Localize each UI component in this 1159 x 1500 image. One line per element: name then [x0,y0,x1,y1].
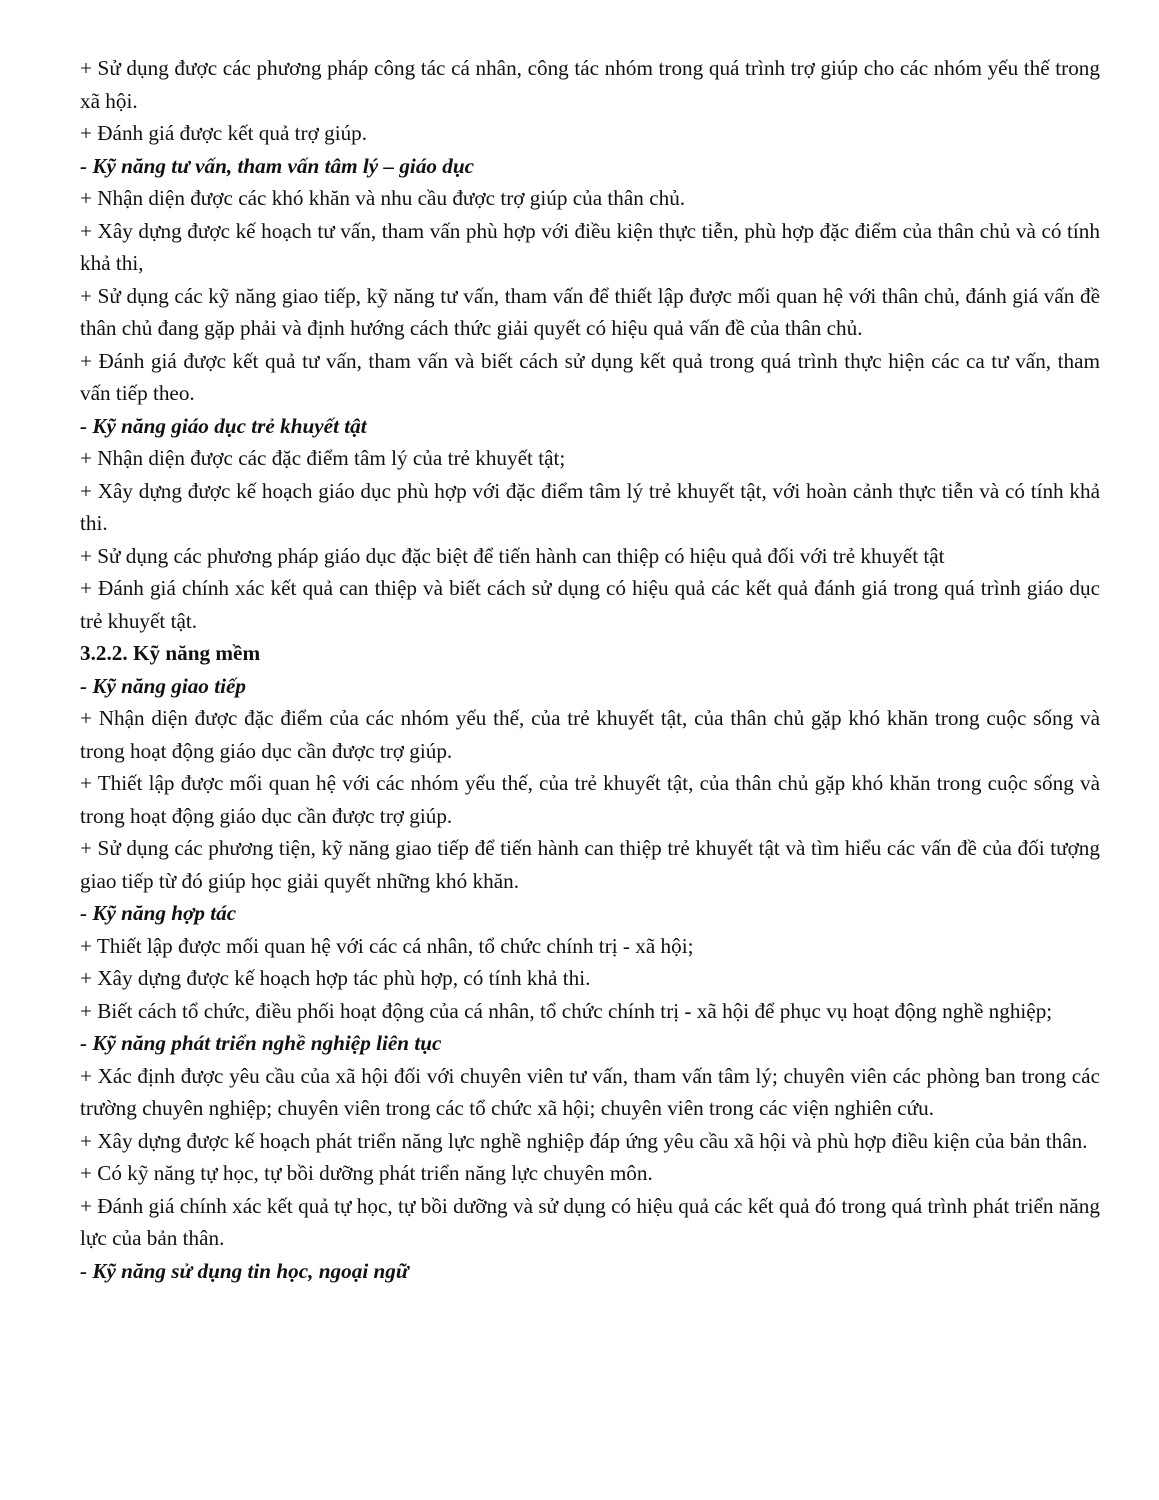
list-item: + Thiết lập được mối quan hệ với các cá nhân, tổ chức chính trị - xã hội; [80,933,694,958]
list-item: + Thiết lập được mối quan hệ với các nhóm yếu thế, của trẻ khuyết tật, của thân chủ gặp khó khăn trong cuộc sống và trong hoạt động giáo dục cần được trợ giúp. [80,771,1100,828]
list-item: + Nhận diện được đặc điểm của các nhóm yếu thế, của trẻ khuyết tật, của thân chủ gặp khó khăn trong cuộc sống và trong hoạt động giáo dục cần được trợ giúp. [80,706,1100,763]
list-item: + Có kỹ năng tự học, tự bồi dưỡng phát triển năng lực chuyên môn. [80,1161,653,1185]
list-item: + Xây dựng được kế hoạch giáo dục phù hợp với đặc điểm tâm lý trẻ khuyết tật, với hoàn cảnh thực tiễn và có tính khả thi. [80,478,1100,535]
section-heading: - Kỹ năng giao tiếp [80,673,246,698]
section-heading: - Kỹ năng hợp tác [80,901,237,925]
list-item: + Nhận diện được các đặc điểm tâm lý của trẻ khuyết tật; [80,446,566,470]
list-item: + Xác định được yêu cầu của xã hội đối với chuyên viên tư vấn, tham vấn tâm lý; chuyên viên các phòng ban trong các trường chuyên nghiệp; chuyên viên trong các tổ chức xã hội; chuyên viên trong các viện nghiên cứu. [80,1063,1100,1120]
section-heading: - Kỹ năng giáo dục trẻ khuyết tật [80,413,367,438]
document-page [80,52,1100,1287]
list-item: + Sử dụng được các phương pháp công tác cá nhân, công tác nhóm trong quá trình trợ giúp cho các nhóm yếu thế trong xã hội. [80,56,1100,113]
subsection-title: 3.2.2. Kỹ năng mềm [80,641,261,665]
list-item: + Đánh giá chính xác kết quả can thiệp và biết cách sử dụng có hiệu quả các kết quả đánh giá trong quá trình giáo dục trẻ khuyết tật. [80,576,1100,633]
section-heading: - Kỹ năng phát triển nghề nghiệp liên tục [80,1031,442,1055]
list-item: + Sử dụng các phương tiện, kỹ năng giao tiếp để tiến hành can thiệp trẻ khuyết tật và tìm hiểu các vấn đề của đối tượng giao tiếp từ đó giúp học giải quyết những khó khăn. [80,836,1100,893]
list-item: + Xây dựng được kế hoạch hợp tác phù hợp, có tính khả thi. [80,966,591,990]
list-item: + Nhận diện được các khó khăn và nhu cầu được trợ giúp của thân chủ. [80,186,686,210]
list-item: + Biết cách tổ chức, điều phối hoạt động của cá nhân, tổ chức chính trị - xã hội để phục vụ hoạt động nghề nghiệp; [80,998,1053,1023]
section-heading: - Kỹ năng tư vấn, tham vấn tâm lý – giáo dục [80,153,475,178]
list-item: + Xây dựng được kế hoạch phát triển năng lực nghề nghiệp đáp ứng yêu cầu xã hội và phù hợp điều kiện của bản thân. [80,1128,1088,1153]
list-item: + Đánh giá chính xác kết quả tự học, tự bồi dưỡng và sử dụng có hiệu quả các kết quả đó trong quá trình phát triển năng lực của bản thân. [80,1193,1100,1250]
list-item: + Xây dựng được kế hoạch tư vấn, tham vấn phù hợp với điều kiện thực tiễn, phù hợp đặc điểm của thân chủ và có tính khả thi, [80,218,1100,275]
list-item: + Đánh giá được kết quả tư vấn, tham vấn và biết cách sử dụng kết quả trong quá trình thực hiện các ca tư vấn, tham vấn tiếp theo. [80,348,1100,405]
section-heading: - Kỹ năng sử dụng tin học, ngoại ngữ [80,1258,409,1283]
list-item: + Sử dụng các phương pháp giáo dục đặc biệt để tiến hành can thiệp có hiệu quả đối với trẻ khuyết tật [80,543,945,568]
list-item: + Sử dụng các kỹ năng giao tiếp, kỹ năng tư vấn, tham vấn để thiết lập được mối quan hệ với thân chủ, đánh giá vấn đề thân chủ đang gặp phải và định hướng cách thức giải quyết có hiệu quả vấn đề của thân chủ. [80,283,1100,340]
list-item: + Đánh giá được kết quả trợ giúp. [80,121,368,145]
